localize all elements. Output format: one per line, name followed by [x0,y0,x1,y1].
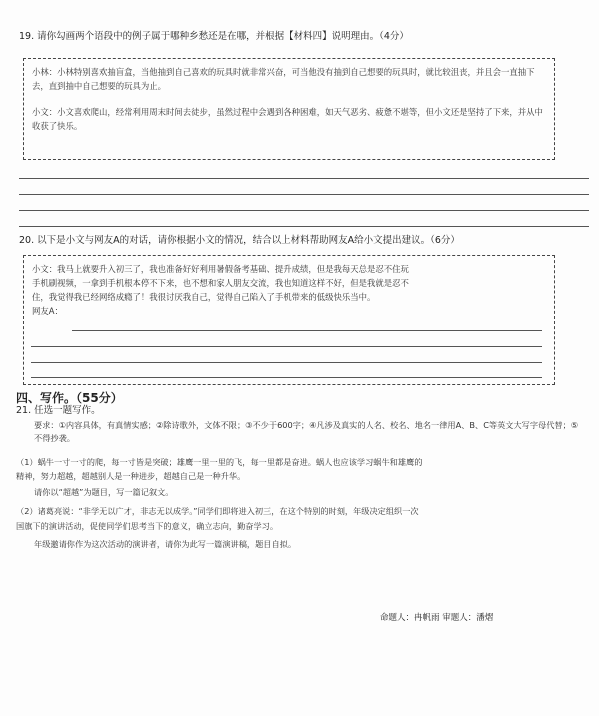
answer-line-4 [19,226,589,227]
footer-authors: 命题人：冉帆雨 审题人：潘熠 [380,613,494,623]
answer-line-1 [19,178,589,179]
reply-label: 网友A： [32,306,63,316]
answer-line-2 [19,194,589,195]
reply-line-3 [31,362,542,363]
dialogue-line-1: 小文：我马上就要升入初三了，我也准备好好利用暑假备考基础、提升成绩，但是我每天总是忍不住玩 [32,264,409,274]
answer-line-3 [19,210,589,211]
material-paragraph-xiaolin: 小林：小林特别喜欢抽盲盒，当他抽到自己喜欢的玩具时就非常兴奋，可当他没有抽到自己想要的玩具时，就比较沮丧，并且会一直抽下去，直到抽中自己想要的玩具为止。 [32,67,535,91]
material-box-1 [23,58,555,160]
reply-line-1 [72,330,542,331]
option-2-line-1: （2）诸葛亮说：“非学无以广才，非志无以成学。”同学们即将进入初三，在这个特别的时刻，年级决定组织一次 [16,506,419,516]
material-paragraph-xiaowen: 小文：小文喜欢爬山，经常利用周末时间去徒步，虽然过程中会遇到各种困难，如天气恶劣、疲惫不堪等，但小文还是坚持了下来，并从中收获了快乐。 [32,107,543,131]
question-20: 20. 以下是小文与网友A的对话，请你根据小文的情况，结合以上材料帮助网友A给小文提出建议。（6分） [19,235,460,246]
dialogue-box [23,255,555,385]
option-1-line-2: 精神，努力超越，超越别人是一种进步，超越自己是一种升华。 [16,471,246,481]
option-2-line-2: 国旗下的演讲活动，促使同学们思考当下的意义，确立志向，勤奋学习。 [16,521,279,531]
question-21-title: 21. 任选一题写作。 [16,405,101,416]
option-1-prompt: 请你以“超越”为题目，写一篇记叙文。 [34,487,174,497]
reply-line-2 [31,346,542,347]
dialogue-line-2: 手机刷视频，一拿到手机根本停不下来，也不想和家人朋友交流，我也知道这样不好，但是我就是忍不 [32,278,409,288]
option-1-line-1: （1）蜗牛一寸一寸的爬，每一寸皆是突破；雄鹰一里一里的飞，每一里都是奋进。蜗人也应该学习蜗牛和雄鹰的 [16,457,423,467]
section-title-writing: 四、写作。（55分） [16,391,123,405]
dialogue-line-3: 住，我觉得我已经网络成瘾了！我很讨厌我自己，觉得自己陷入了手机带来的低级快乐当中。 [32,292,376,302]
writing-requirements: 要求：①内容具体，有真情实感；②除诗歌外，文体不限；③不少于600字；④凡涉及真实的人名、校名、地名一律用A、B、C等英文大写字母代替；⑤不得抄袭。 [34,420,579,443]
reply-line-4 [31,377,542,378]
question-19: 19. 请你勾画两个语段中的例子属于哪种乡愁还是在哪，并根据【材料四】说明理由。（4分） [19,31,409,42]
option-2-prompt: 年级邀请你作为这次活动的演讲者，请你为此写一篇演讲稿，题目自拟。 [34,539,297,549]
